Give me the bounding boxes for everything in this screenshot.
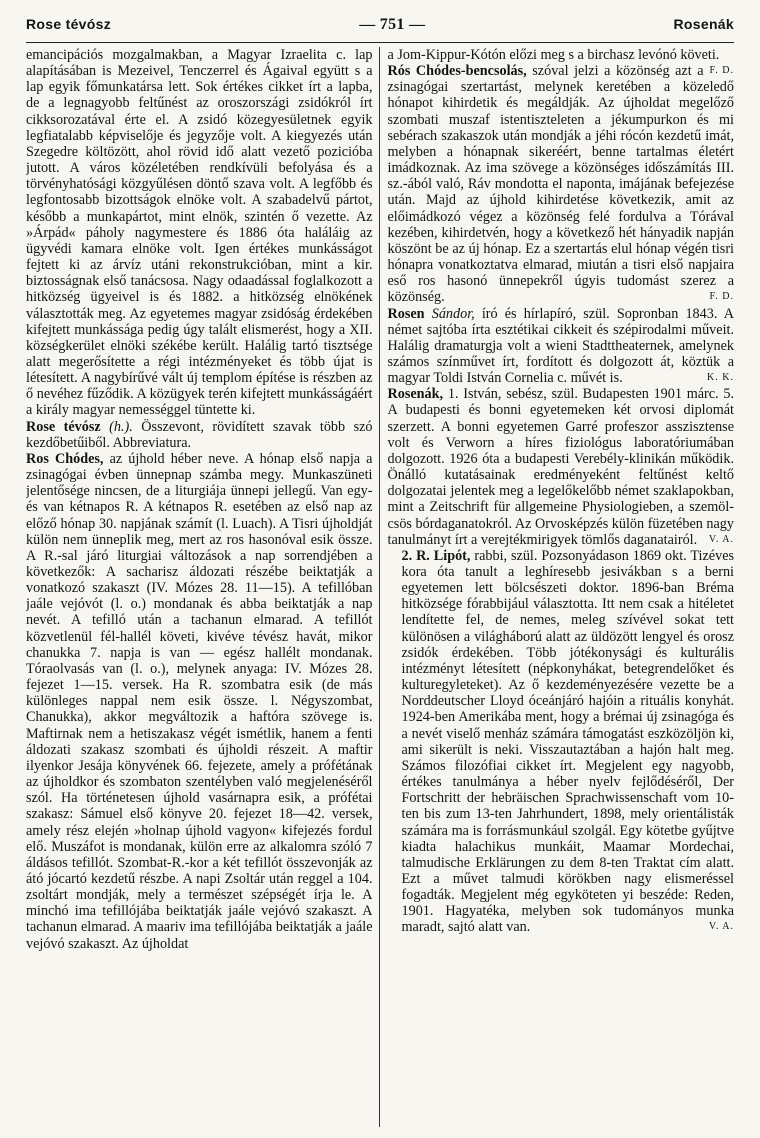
entry-text: szóval jelzi a közönség azt a zsinagógai szertartást, melynek keretében a közeledő hónapot kihirdetik és megáldják. Az újholdat megelőző szombati muszaf istentiszteleten a jékumpurkon és mi sebérach szakaszok után mondják a jéhi rócón kezdetű imát, melyben a hónapnak sikeréért, benne tartalmas életért imádkoznak. Az ima szövege a közönséges időszámítás III. sz.-ából való, Ráv mondotta el naponta, imájának befejezése után. Majd az újhold kihirdetése következik, amit az előimádkozó végez a közönség felé fordulva a Tórával kezében, kihirdetvén, hogy a következő hét hányadik napján köszönt be az új hónap. Ez a szertartás elul hónap végén tisri hónapra vonatkoztatva elmarad, miután a tisri első napjaira eső ros hasonó ünnepekről úgyis tudomást szerez a közönség. (387, 63, 734, 306)
entry-name: Sándor, (431, 305, 475, 322)
two-column-body (26, 47, 734, 1127)
entry-text: 1. István, sebész, szül. Budapesten 1901 márc. 5. A budapesti és bonni egyetemeken két orvosi diplomát szerzett. A bonni egyetemen Garré profeszor asszisztense volt és Verworn a híres fiziológus laboratóriumában dolgozott. 1926 óta a budapesti Verebély-klinikán működik. Önálló kutatásainak eredményeként feltűnést keltő dolgozatai jelentek meg a legelőkelőbb német szaklapokban, mint a Zeitschrift für allgemeine Physiologieben, a szemöl- csös bórdaganatokról. Az Orvosképzés külön füzetében nagy tanulmányt írt a verejtékmirigyek tömlős daganatairól. (387, 386, 734, 548)
entry-text: rabbi, szül. Pozsonyádason 1869 okt. Tizéves kora óta tanult a leghíresebb jesivákban s a berni egyetemen lett bölcsészeti doktor. 1896-ban Bréma hitközsége fórabbijául választotta. Itt nem csak a hitéletet lendítette fel, de nemes, meleg szívével sokat tett különösen a világháború alatt az üldözött lengyel és orosz zsidók érdekében. Több jótékonysági és kulturális intézményt létesített (népkonyhákat, betegrendelőket és kulturegyleteket). Az ő kezdeményezésére vezette be a Norddeutscher Lloyd óceánjáró hajóin a rituális konyhát. 1924-ben Amerikába ment, hogy a brémai új zsinagóga és a nevét viselő menház számára támogatást eszközöljön ki, ami sikerült is neki. Visszautaztában a hajón halt meg. Számos filozófiai cikket írt. Megjelent egy nagyobb, értékes tanulmánya a héber nyelv fejlődéséről, Der Fortschritt der hebräischen Sprachwissenschaft vom 10-ten bis zum 13-ten Jahrhundert, 1898, mely orientálisták számára ma is forrásmunkául szolgál. Egy kötetbe gyűjtve kiadta halachikus munkáit, Maamar Mordechai, talmudische Erklärungen zu dem 8-ten Traktat cím alatt. Ezt a művet talmudi körökben nagy elismeréssel fogadták. Megjelent még egyköteten yi beszéde: Reden, 1901. Hagyatéka, melyben sok tudományos munka maradt, sajtó alatt van. (401, 547, 734, 936)
entry-headword: Rosen (387, 305, 425, 322)
entry-headword: Ros Chódes, (26, 450, 104, 467)
entry-ros-chodes (26, 451, 373, 952)
entry-continuation: emancipációs mozgalmakban, a Magyar Izraelita c. lap alapításában is Mezeivel, Tenczerrel és Ágaival együtt s a lap egyik főmunkatársa lett. Sok értékes cikket írt a lapba, de a legnagyobb feltűnést az oroszországi zsidókról írt cikksorozatával érte el. A zsidó közegyesületnek egyik legfiatalabb képviselője és jegyzője volt. A kiegyezés után Szegedre költözött, ahol rövid idő alatt vezető pozicióba jutott. A város közéletében rendkívüli befolyása és a törvényhatósági közgyűlésen döntő szava volt. A legfőbb és legfontosabb bizottságok elnöke volt. A szabadelvű pártot, később a munkapártot, mint elnök, szintén ő vezette. Az »Árpád« páholy nagymestere és 1886 óta haláláig az ügyvédi kamara elnöke volt. Igen értékes munkásságot fejtett ki az árvíz utáni rekonstrukcióban, mint a kir. biztosságnak első tanácsosa. Nagy odaadással foglalkozott a hitközség ügyeivel is és 1882. a hitközség elnökének választották meg. Az egyetemes magyar zsidóság érdekében kifejtett munkássága pedig úgy talált elismerést, hogy a XII. községkerület elnöki székébe került. Halálig tartó tisztsége alatt megerősítette a régi intézményeket és több újat is létesített. A nagybírűvé vált új templom építése is részben az ő nevéhez fűződik. A közügyek terén kifejtett munkásságáért a király magyar nemességgel tüntette ki. (26, 47, 373, 419)
entry-ros-chodes-bencsolas (388, 63, 735, 305)
entry-text: Összevont, rövidített szavak több szó kezdőbetűiből. Abbreviatura. (26, 418, 373, 451)
entry-rosen-sandor (388, 306, 735, 387)
header-left: Rose tévósz (26, 16, 111, 32)
author-signature: F. D. (709, 65, 734, 77)
entry-headword: Rose tévósz (26, 418, 101, 435)
entry-abbr: (h.). (109, 418, 133, 435)
entry-rosenak-lipot (388, 548, 735, 936)
running-header (26, 16, 734, 42)
entry-rosenak-istvan (388, 386, 735, 548)
author-signature: V. A. (708, 533, 734, 545)
header-right: Rosenák (673, 16, 734, 32)
entry-rose-tevosz (26, 419, 373, 451)
author-signature: V. A. (708, 921, 734, 933)
entry-text: író és hírlapíró, szül. Sopronban 1843. A német sajtóba írta esztétikai cikkeit és szépirodalmi műveit. Halálig dramaturgja volt a wieni Stadttheaternek, amelynek számos színművet írt, fordított és dolgozott át, köztük a magyar Toldi István Cornelia c. művét is. (387, 305, 734, 387)
author-signature: K. K. (707, 372, 734, 384)
page-number: — 751 — (359, 16, 426, 33)
left-column (26, 47, 379, 1127)
header-rule (26, 42, 734, 43)
right-column (379, 47, 735, 1127)
entry-headword: 2. R. Lipót, (401, 547, 471, 564)
entry-headword: Rosenák, (387, 386, 444, 403)
entry-headword: Rós Chódes-bencsolás, (387, 63, 527, 80)
entry-text: a Jom-Kippur-Kótón előzi meg s a birchasz levónó követi. (387, 47, 720, 63)
entry-text: az újhold héber neve. A hónap első napja a zsinagógai évben ünnepnap számba megy. Munkaszüneti jelentősége nincsen, de a liturgiája ünnepi jellegű. Van egy- és van kétnapos R. A kétnapos R. esetében az első nap az előző hónap 30. napjának számít (l. Luach). A Tisri újholdját külön nem ünneplik meg, mert az ros hasonóval esik össze. A R.-sal járó liturgiai változások a nap sorrendjében a következők: A sacharisz áldozati részébe beiktatják a vonatkozó szakaszt (IV. Mózes 28. 11—15). A tefillóban jaále vejóvót (l. o.) mondanak és abba beiktatják a nap nevét. A tefilló után a tachanun elmarad. A tefillót közvetlenül fél-hallél követi, kivéve tévész havát, mikor chanukka 7. napja is van — egész hallélt mondanak. Tóraolvasás van (l. o.), melynek anyaga: IV. Mózes 28. fejezet 1—15. versek. Ha R. szombatra esik (de más különleges nappal nem esik össze. l. Négyszombat, Chanukka), akkor megváltozik a haftóra szövege is. Maftirnak nem a hetiszakasz végét ismétlik, hanem a fenti áldozati szakasz szombati és újholdi részeit. A maftir ilyenkor Jesája könyvének 66. fejezete, amely a prófétának az újholdkor és szombaton szentélyben való megjelenéséről szól. Ha történetesen újhold vasárnapra esik, a prófétai szakasz: Sámuel első könyve 20. fejezet 18—42. versek, amely rész elején »holnap újhold vagyon« kifejezés fordul elő. Muszáfot is mondanak, külön erre az alkalomra szóló 7 áldásos tefillót. Szombat-R.-kor a két tefillót összevonják az átó jócartó kezdetű részbe. A napi Zsoltár után reggel a 104. zsoltárt mondják, mely a természet szépségét írja le. A minchó ima tefillójába beiktatják jaále vejóvó szakaszt. A tachanun elmarad. A maariv ima tefillójába beiktatják a jaále vejóvó szakaszt. Az újholdat (26, 450, 373, 952)
author-signature: F. D. (709, 291, 734, 303)
